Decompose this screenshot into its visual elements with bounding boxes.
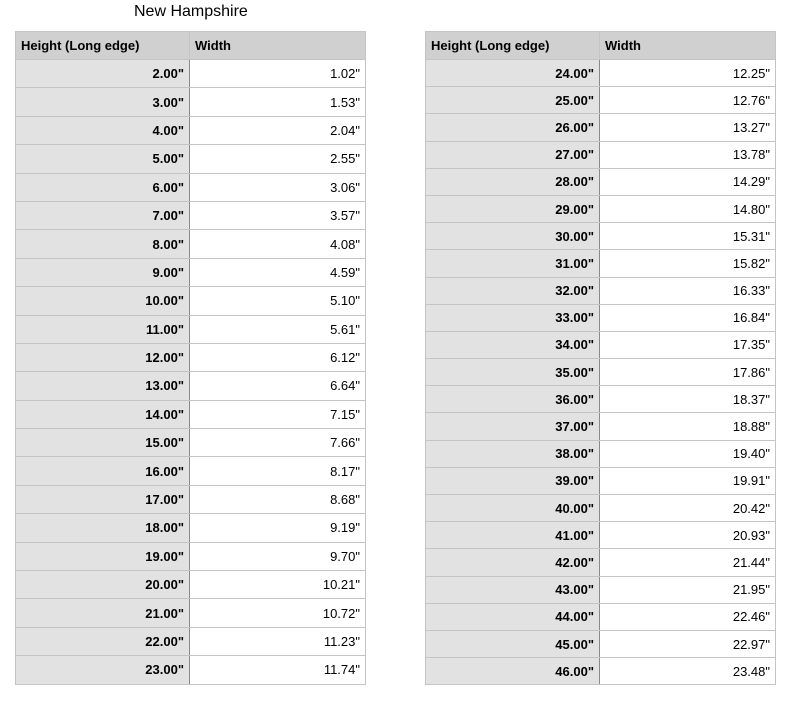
column-header-height: Height (Long edge)	[426, 32, 600, 60]
width-cell: 13.78"	[600, 141, 776, 168]
height-cell: 35.00"	[426, 359, 600, 386]
width-cell: 20.93"	[600, 522, 776, 549]
table-row	[426, 630, 776, 657]
width-cell: 8.17"	[190, 457, 366, 485]
table-row	[16, 656, 366, 684]
table-row	[426, 603, 776, 630]
width-cell: 21.95"	[600, 576, 776, 603]
height-cell: 17.00"	[16, 485, 190, 513]
table-row	[426, 60, 776, 87]
height-cell: 21.00"	[16, 599, 190, 627]
height-cell: 41.00"	[426, 522, 600, 549]
height-cell: 13.00"	[16, 372, 190, 400]
table-row	[426, 168, 776, 195]
height-cell: 27.00"	[426, 141, 600, 168]
height-cell: 40.00"	[426, 495, 600, 522]
table-row	[16, 287, 366, 315]
width-cell: 16.33"	[600, 277, 776, 304]
height-cell: 8.00"	[16, 230, 190, 258]
height-cell: 3.00"	[16, 88, 190, 116]
table-row	[16, 372, 366, 400]
height-cell: 18.00"	[16, 514, 190, 542]
height-cell: 46.00"	[426, 658, 600, 685]
height-cell: 2.00"	[16, 60, 190, 88]
table-row	[426, 440, 776, 467]
width-cell: 22.97"	[600, 630, 776, 657]
table-row	[16, 627, 366, 655]
height-cell: 11.00"	[16, 315, 190, 343]
height-cell: 9.00"	[16, 258, 190, 286]
table-row	[16, 258, 366, 286]
table-row	[426, 250, 776, 277]
height-cell: 30.00"	[426, 223, 600, 250]
width-cell: 1.53"	[190, 88, 366, 116]
width-cell: 2.55"	[190, 145, 366, 173]
height-cell: 42.00"	[426, 549, 600, 576]
table-row	[426, 467, 776, 494]
table-header-row	[16, 32, 366, 60]
height-cell: 28.00"	[426, 168, 600, 195]
height-cell: 33.00"	[426, 304, 600, 331]
table-row	[16, 60, 366, 88]
table-row	[426, 576, 776, 603]
width-cell: 16.84"	[600, 304, 776, 331]
width-cell: 9.19"	[190, 514, 366, 542]
height-cell: 44.00"	[426, 603, 600, 630]
height-cell: 34.00"	[426, 331, 600, 358]
height-cell: 25.00"	[426, 87, 600, 114]
width-cell: 8.68"	[190, 485, 366, 513]
width-cell: 17.86"	[600, 359, 776, 386]
width-cell: 2.04"	[190, 116, 366, 144]
width-cell: 6.64"	[190, 372, 366, 400]
width-cell: 17.35"	[600, 331, 776, 358]
height-cell: 6.00"	[16, 173, 190, 201]
table-row	[426, 658, 776, 685]
table-row	[426, 549, 776, 576]
height-cell: 23.00"	[16, 656, 190, 684]
height-cell: 15.00"	[16, 429, 190, 457]
table-row	[16, 542, 366, 570]
width-cell: 9.70"	[190, 542, 366, 570]
table-row	[426, 495, 776, 522]
table-body	[16, 60, 366, 685]
table-row	[426, 413, 776, 440]
width-cell: 19.40"	[600, 440, 776, 467]
width-cell: 5.61"	[190, 315, 366, 343]
width-cell: 7.66"	[190, 429, 366, 457]
width-cell: 18.37"	[600, 386, 776, 413]
width-cell: 22.46"	[600, 603, 776, 630]
table-row	[16, 571, 366, 599]
table-row	[16, 599, 366, 627]
height-cell: 14.00"	[16, 400, 190, 428]
width-cell: 13.27"	[600, 114, 776, 141]
height-cell: 4.00"	[16, 116, 190, 144]
width-cell: 12.76"	[600, 87, 776, 114]
height-cell: 45.00"	[426, 630, 600, 657]
width-cell: 10.72"	[190, 599, 366, 627]
table-row	[16, 145, 366, 173]
height-cell: 10.00"	[16, 287, 190, 315]
column-header-width: Width	[190, 32, 366, 60]
width-cell: 23.48"	[600, 658, 776, 685]
table-header-row	[426, 32, 776, 60]
width-cell: 11.23"	[190, 627, 366, 655]
table-row	[16, 485, 366, 513]
table-row	[16, 230, 366, 258]
height-cell: 20.00"	[16, 571, 190, 599]
width-cell: 12.25"	[600, 60, 776, 87]
height-cell: 39.00"	[426, 467, 600, 494]
table-row	[16, 514, 366, 542]
table-body	[426, 60, 776, 685]
table-row	[16, 173, 366, 201]
height-cell: 16.00"	[16, 457, 190, 485]
table-row	[426, 114, 776, 141]
width-cell: 11.74"	[190, 656, 366, 684]
table-row	[426, 304, 776, 331]
height-cell: 37.00"	[426, 413, 600, 440]
table-row	[426, 522, 776, 549]
width-cell: 1.02"	[190, 60, 366, 88]
width-cell: 14.29"	[600, 168, 776, 195]
width-cell: 7.15"	[190, 400, 366, 428]
width-cell: 3.57"	[190, 201, 366, 229]
table-row	[426, 359, 776, 386]
table-row	[426, 331, 776, 358]
table-row	[426, 141, 776, 168]
table-row	[426, 223, 776, 250]
table-row	[16, 343, 366, 371]
table-row	[16, 116, 366, 144]
table-row	[16, 457, 366, 485]
size-table-right	[425, 31, 776, 685]
height-cell: 43.00"	[426, 576, 600, 603]
table-row	[426, 386, 776, 413]
height-cell: 32.00"	[426, 277, 600, 304]
table-row	[426, 195, 776, 222]
table-row	[16, 88, 366, 116]
height-cell: 26.00"	[426, 114, 600, 141]
width-cell: 18.88"	[600, 413, 776, 440]
width-cell: 21.44"	[600, 549, 776, 576]
table-row	[426, 277, 776, 304]
width-cell: 4.08"	[190, 230, 366, 258]
table-row	[426, 87, 776, 114]
table-row	[16, 201, 366, 229]
width-cell: 20.42"	[600, 495, 776, 522]
height-cell: 24.00"	[426, 60, 600, 87]
table-row	[16, 429, 366, 457]
width-cell: 5.10"	[190, 287, 366, 315]
height-cell: 29.00"	[426, 195, 600, 222]
height-cell: 12.00"	[16, 343, 190, 371]
table-row	[16, 315, 366, 343]
width-cell: 15.31"	[600, 223, 776, 250]
width-cell: 4.59"	[190, 258, 366, 286]
width-cell: 15.82"	[600, 250, 776, 277]
height-cell: 5.00"	[16, 145, 190, 173]
page-title: New Hampshire	[134, 3, 248, 20]
height-cell: 38.00"	[426, 440, 600, 467]
column-header-height: Height (Long edge)	[16, 32, 190, 60]
width-cell: 3.06"	[190, 173, 366, 201]
height-cell: 19.00"	[16, 542, 190, 570]
height-cell: 31.00"	[426, 250, 600, 277]
width-cell: 10.21"	[190, 571, 366, 599]
width-cell: 6.12"	[190, 343, 366, 371]
height-cell: 22.00"	[16, 627, 190, 655]
width-cell: 14.80"	[600, 195, 776, 222]
height-cell: 7.00"	[16, 201, 190, 229]
column-header-width: Width	[600, 32, 776, 60]
height-cell: 36.00"	[426, 386, 600, 413]
width-cell: 19.91"	[600, 467, 776, 494]
table-row	[16, 400, 366, 428]
size-table-left	[15, 31, 366, 685]
